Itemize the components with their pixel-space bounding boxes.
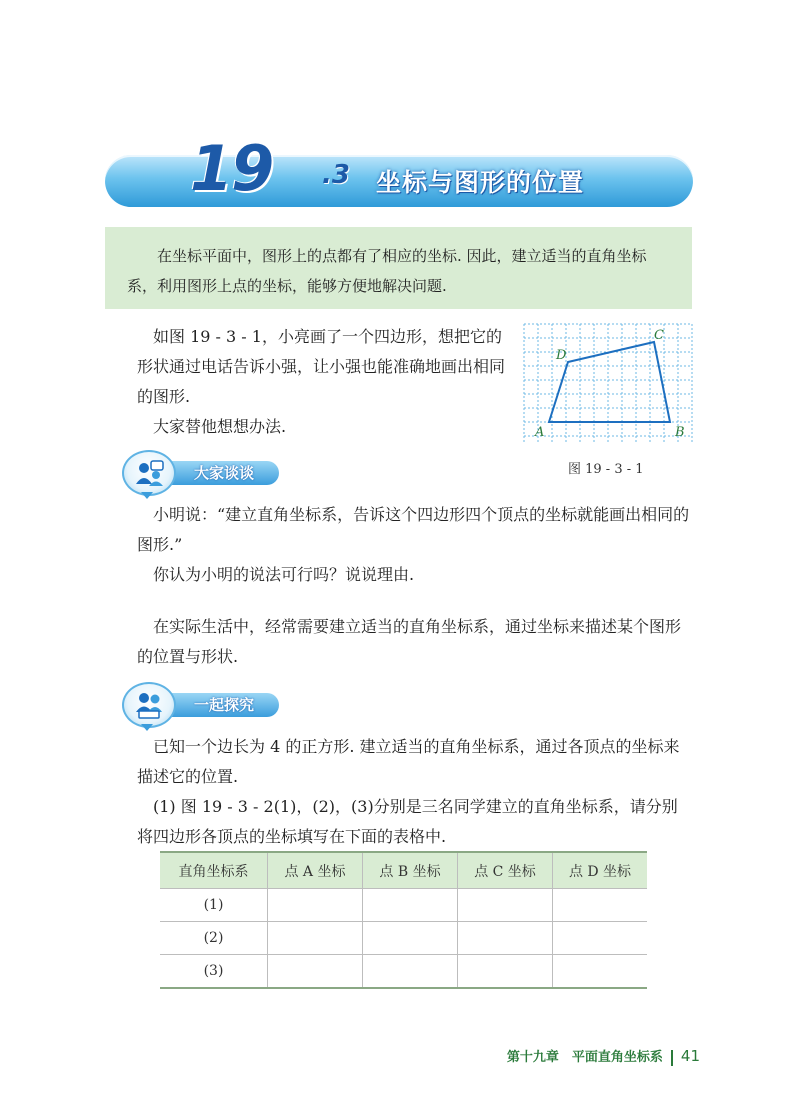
chapter-title: 第十九章 平面直角坐标系 <box>506 1050 663 1065</box>
para-reason: 你认为小明的说法可行吗？说说理由. <box>153 565 415 584</box>
section-number: 19 <box>190 132 273 205</box>
table-row <box>160 889 647 922</box>
people-talk-icon <box>134 458 164 488</box>
header-system: 直角坐标系 <box>160 852 268 889</box>
cell-b[interactable] <box>363 889 458 922</box>
figure-quadrilateral <box>522 322 694 444</box>
label-a: A <box>535 425 545 440</box>
cell-b[interactable] <box>363 922 458 955</box>
para-instruction: (1) 图 19 - 3 - 2(1)，(2)，(3)分别是三名同学建立的直角坐标系，请分别将四边形各顶点的坐标填写在下面的表格中. <box>137 797 678 846</box>
cell-a[interactable] <box>268 922 363 955</box>
cell-a[interactable] <box>268 889 363 922</box>
header-point-b: 点 B 坐标 <box>363 852 458 889</box>
footer-separator <box>671 1050 673 1066</box>
header-point-c: 点 C 坐标 <box>458 852 553 889</box>
para-quadrilateral: 如图 19 - 3 - 1，小亮画了一个四边形，想把它的形状通过电话告诉小强，让小强也能准确地画出相同的图形. <box>137 327 506 406</box>
para-real-life: 在实际生活中，经常需要建立适当的直角坐标系，通过坐标来描述某个图形的位置与形状. <box>137 617 682 666</box>
cell-c[interactable] <box>458 889 553 922</box>
cell-d[interactable] <box>553 889 648 922</box>
label-b: B <box>675 425 685 440</box>
label-d: D <box>556 348 567 363</box>
tag-explore <box>122 690 280 720</box>
para-think: 大家替他想想办法. <box>153 417 287 436</box>
figure-caption: 图 19 - 3 - 1 <box>568 462 644 477</box>
coordinate-table <box>160 851 647 989</box>
cell-a[interactable] <box>268 955 363 989</box>
header-point-a: 点 A 坐标 <box>268 852 363 889</box>
quadrilateral-grid-svg <box>522 322 694 444</box>
section-subnumber: .3 <box>322 160 350 190</box>
quadrilateral-shape <box>549 342 670 422</box>
tag-discuss <box>122 458 280 488</box>
table-row <box>160 955 647 989</box>
cell-d[interactable] <box>553 922 648 955</box>
para-xiaoming: 小明说：“建立直角坐标系，告诉这个四边形四个顶点的坐标就能画出相同的图形.” <box>137 505 690 554</box>
intro-box <box>105 227 692 309</box>
page-footer <box>507 1046 700 1066</box>
section-title: 坐标与图形的位置 <box>376 168 585 197</box>
row-label: (1) <box>160 889 268 922</box>
row-label: (3) <box>160 955 268 989</box>
cell-c[interactable] <box>458 955 553 989</box>
table-header-row <box>160 852 647 889</box>
tag-explore-label: 一起探究 <box>194 696 255 714</box>
tag-discuss-label: 大家谈谈 <box>194 464 255 482</box>
row-label: (2) <box>160 922 268 955</box>
tag-pointer <box>141 724 153 731</box>
group-computer-icon <box>134 690 164 720</box>
para-square: 已知一个边长为 4 的正方形. 建立适当的直角坐标系，通过各顶点的坐标来描述它的位置. <box>137 737 680 786</box>
intro-text: 在坐标平面中，图形上的点都有了相应的坐标. 因此，建立适当的直角坐标系，利用图形上点的坐标，能够方便地解决问题. <box>127 247 647 295</box>
label-c: C <box>654 328 664 343</box>
cell-c[interactable] <box>458 922 553 955</box>
page-number: 41 <box>680 1047 700 1065</box>
table-row <box>160 922 647 955</box>
tag-pointer <box>141 492 153 499</box>
cell-b[interactable] <box>363 955 458 989</box>
header-point-d: 点 D 坐标 <box>553 852 648 889</box>
cell-d[interactable] <box>553 955 648 989</box>
